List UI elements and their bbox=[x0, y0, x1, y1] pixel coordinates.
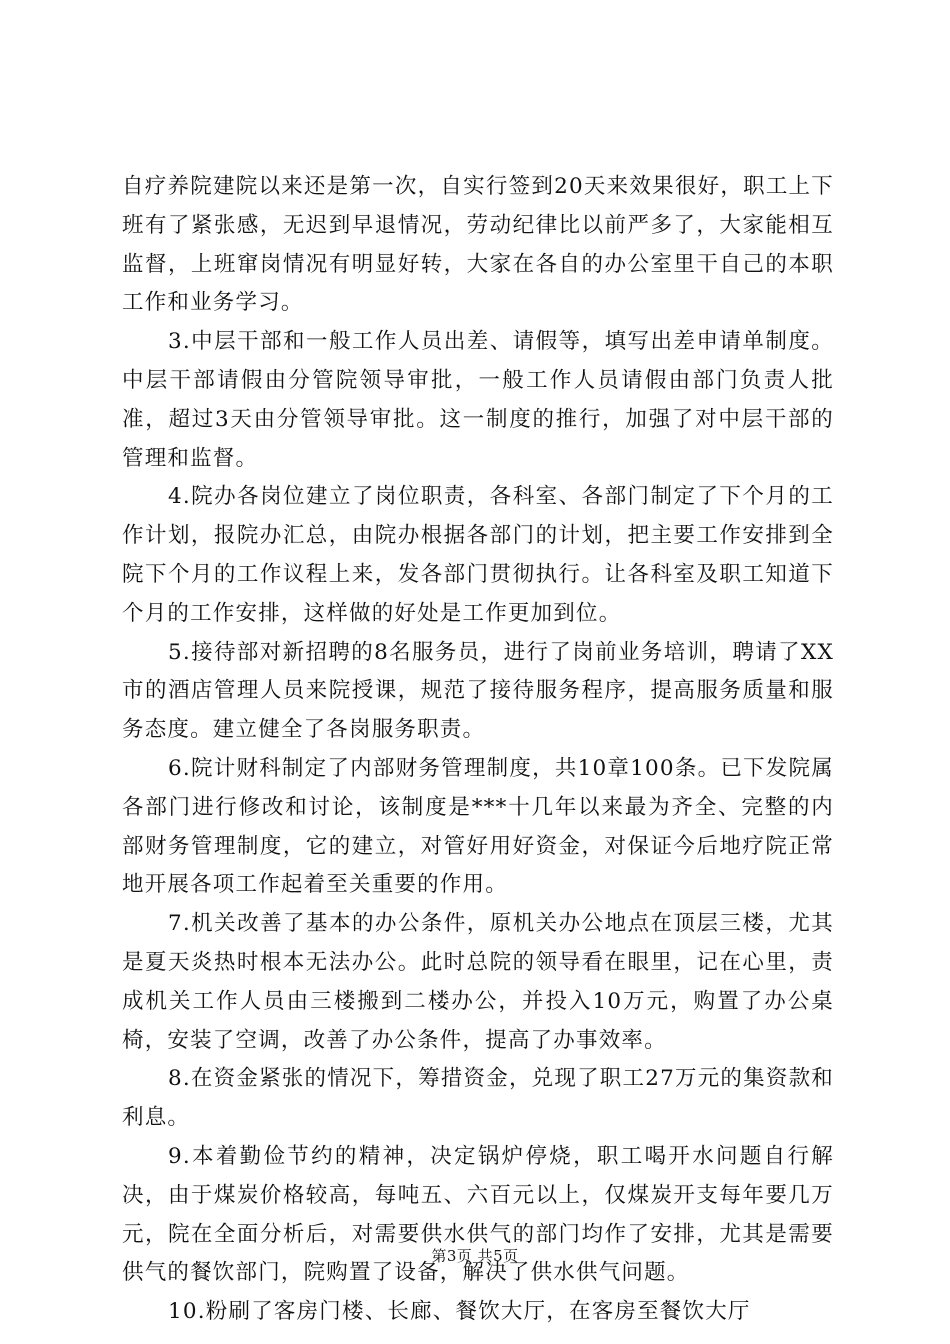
paragraph-item-6: 6.院计财科制定了内部财务管理制度，共10章100条。已下发院属各部门进行修改和讨论，该制度是***十几年以来最为齐全、完整的内部财务管理制度，它的建立，对管好用好资金，对保证今后地疗院正常地开展各项工作起着至关重要的作用。 bbox=[122, 755, 834, 898]
paragraph-continuation: 自疗养院建院以来还是第一次，自实行签到20天来效果很好，职工上下班有了紧张感，无迟到早退情况，劳动纪律比以前严多了，大家能相互监督，上班窜岗情况有明显好转，大家在各自的办公室里干自己的本职工作和业务学习。 bbox=[122, 174, 834, 316]
paragraph-item-7: 7.机关改善了基本的办公条件，原机关办公地点在顶层三楼，尤其是夏天炎热时根本无法办公。此时总院的领导看在眼里，记在心里，责成机关工作人员由三楼搬到二楼办公，并投入10万元，购置了办公桌椅，安装了空调，改善了办公条件，提高了办事效率。 bbox=[122, 911, 834, 1053]
paragraph-item-9: 9.本着勤俭节约的精神，决定锅炉停烧，职工喝开水问题自行解决，由于煤炭价格较高，每吨五、六百元以上，仅煤炭开支每年要几万元，院在全面分析后，对需要供水供气的部门均作了安排，尤其是需要供气的餐饮部门，院购置了设备，解决了供水供气问题。 bbox=[122, 1143, 834, 1286]
paragraph-item-8: 8.在资金紧张的情况下，筹措资金，兑现了职工27万元的集资款和利息。 bbox=[122, 1066, 834, 1131]
paragraph-item-10: 10.粉刷了客房门楼、长廊、餐饮大厅，在客房至餐饮大厅 bbox=[168, 1299, 751, 1325]
paragraph-item-3: 3.中层干部和一般工作人员出差、请假等，填写出差申请单制度。中层干部请假由分管院领导审批，一般工作人员请假由部门负责人批准，超过3天由分管领导审批。这一制度的推行，加强了对中层干部的管理和监督。 bbox=[122, 329, 834, 471]
page-number-footer: 第3页 共5页 bbox=[431, 1247, 519, 1265]
paragraph-item-5: 5.接待部对新招聘的8名服务员，进行了岗前业务培训，聘请了XX市的酒店管理人员来院授课，规范了接待服务程序，提高服务质量和服务态度。建立健全了各岗服务职责。 bbox=[122, 639, 834, 743]
paragraph-item-4: 4.院办各岗位建立了岗位职责，各科室、各部门制定了下个月的工作计划，报院办汇总，由院办根据各部门的计划，把主要工作安排到全院下个月的工作议程上来，发各部门贯彻执行。让各科室及职工知道下个月的工作安排，这样做的好处是工作更加到位。 bbox=[122, 484, 834, 626]
document-body bbox=[122, 168, 834, 1332]
